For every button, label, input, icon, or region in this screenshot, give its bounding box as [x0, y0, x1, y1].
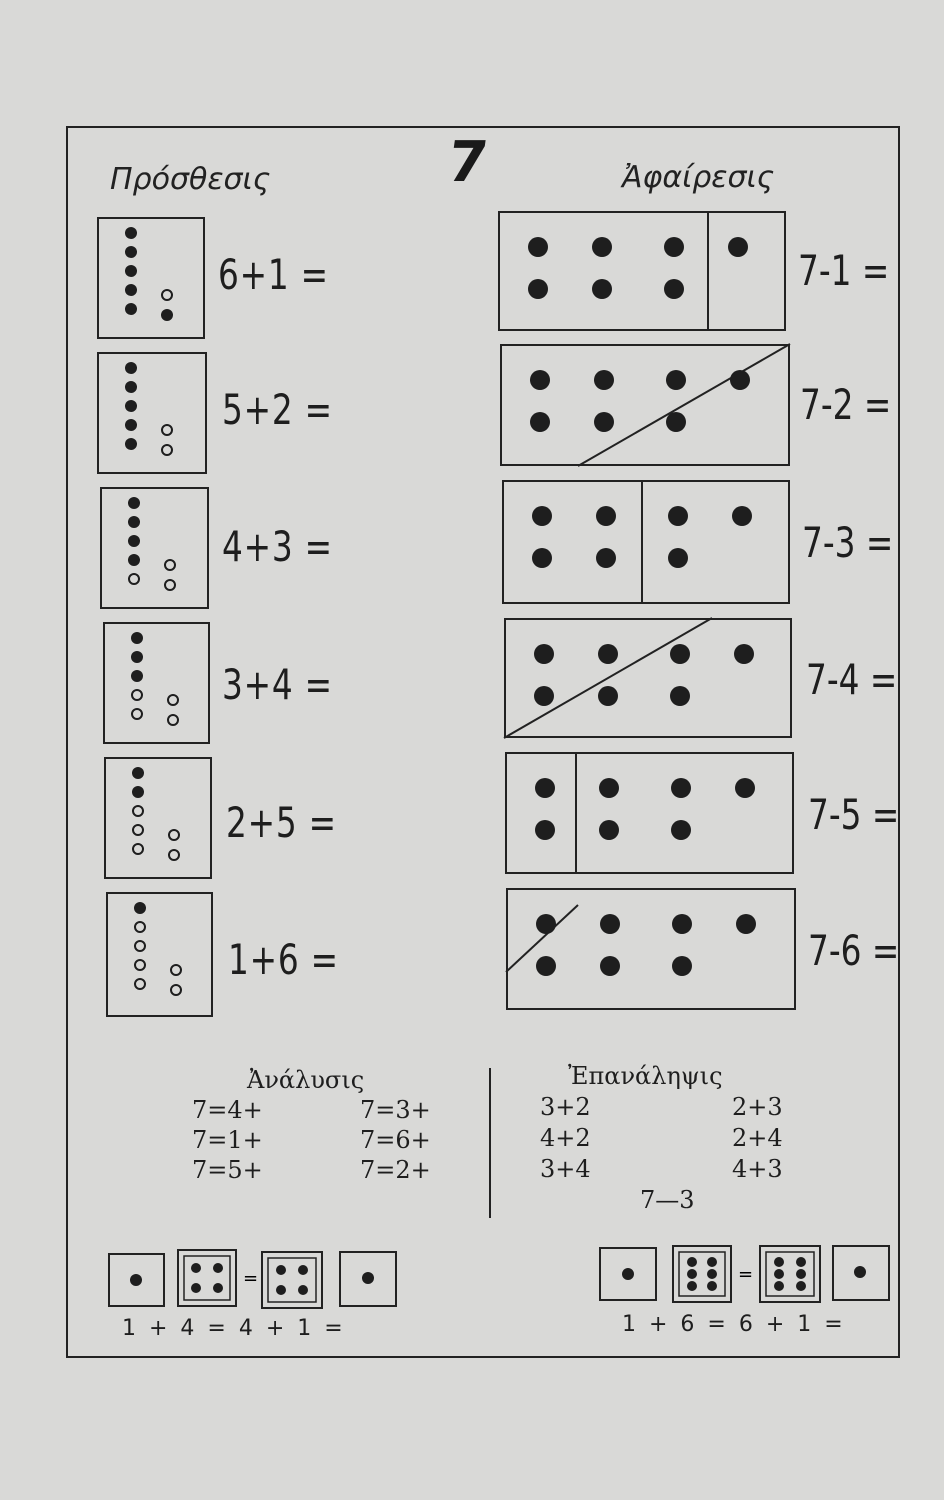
addition-expr-5: 2+5 = — [226, 798, 337, 847]
analysis-c2-r2: 7=6+ — [360, 1126, 431, 1154]
repetition-c1-r1: 3+2 — [540, 1093, 591, 1121]
repetition-last: 7—3 — [640, 1186, 695, 1214]
subtraction-expr-6: 7-6 = — [808, 926, 900, 975]
left-die-4b — [262, 1252, 322, 1308]
repetition-c1-r3: 3+4 — [540, 1155, 591, 1183]
addition-title: Πρόσθεσις — [110, 162, 271, 197]
analysis-c1-r3: 7=5+ — [192, 1156, 263, 1184]
analysis-c1-r2: 7=1+ — [192, 1126, 263, 1154]
repetition-c2-r2: 2+4 — [732, 1124, 783, 1152]
addition-expr-1: 6+1 = — [218, 250, 329, 299]
subtraction-expr-4: 7-4 = — [806, 655, 898, 704]
right-die-6 — [673, 1246, 731, 1302]
addition-expr-2: 5+2 = — [222, 385, 333, 434]
analysis-c2-r1: 7=3+ — [360, 1096, 431, 1124]
subtraction-expr-3: 7-3 = — [802, 518, 894, 567]
right-die-6b — [760, 1246, 820, 1302]
repetition-title: Ἐπανάληψις — [568, 1062, 723, 1090]
repetition-c2-r3: 4+3 — [732, 1155, 783, 1183]
bottom-left-caption: 1 + 4 = 4 + 1 = — [122, 1316, 343, 1341]
lesson-number: 7 — [443, 130, 492, 195]
right-equals: = — [738, 1264, 754, 1285]
bottom-right-caption: 1 + 6 = 6 + 1 = — [622, 1312, 843, 1337]
addition-expr-6: 1+6 = — [228, 935, 339, 984]
repetition-c1-r2: 4+2 — [540, 1124, 591, 1152]
left-equals: = — [243, 1268, 259, 1289]
addition-expr-4: 3+4 = — [222, 660, 333, 709]
analysis-title: Ἀνάλυσις — [247, 1066, 365, 1094]
repetition-c2-r1: 2+3 — [732, 1093, 783, 1121]
right-die-1 — [600, 1248, 656, 1300]
analysis-c2-r3: 7=2+ — [360, 1156, 431, 1184]
subtraction-expr-1: 7-1 = — [798, 246, 890, 295]
right-die-1b — [833, 1246, 889, 1300]
addition-expr-3: 4+3 = — [222, 522, 333, 571]
subtraction-title: Ἀφαίρεσις — [622, 160, 775, 195]
left-die-4 — [178, 1250, 236, 1306]
left-die-1 — [109, 1254, 164, 1306]
subtraction-expr-2: 7-2 = — [800, 380, 892, 429]
analysis-c1-r1: 7=4+ — [192, 1096, 263, 1124]
left-die-1b — [340, 1252, 396, 1306]
subtraction-expr-5: 7-5 = — [808, 790, 900, 839]
